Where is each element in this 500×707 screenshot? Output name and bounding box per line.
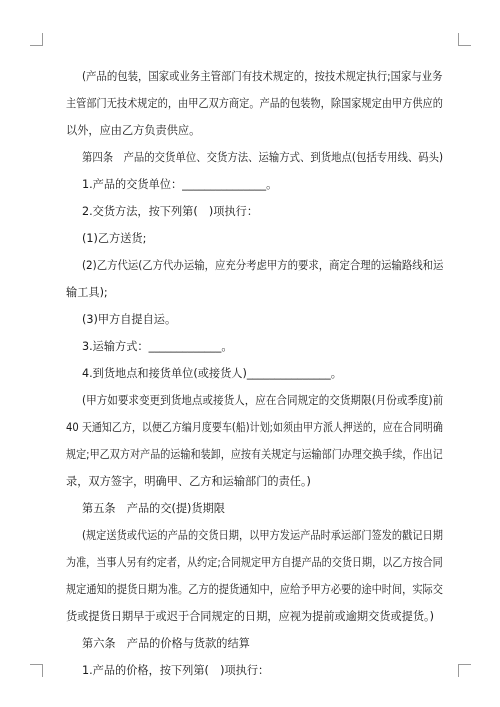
text-line: 1.产品的价格，按下列第( )项执行： <box>82 664 270 677</box>
crop-mark-top-right <box>458 33 471 46</box>
text-line: 2.交货方法，按下列第( )项执行： <box>82 205 259 218</box>
text-line: (规定送货或代运的产品的交货日期，以甲方发运产品时承运部门签发的戳记日期 <box>82 529 443 542</box>
text-line: 货或提货日期早于或迟于合同规定的日期，应视为提前或逾期交货或提货。) <box>66 610 434 623</box>
text-line: (1)乙方送货; <box>82 232 147 245</box>
text-line: (甲方如要求变更到货地点或接货人，应在合同规定的交货期限(月份或季度)前 <box>82 394 444 407</box>
section-heading: 第四条 产品的交货单位、交货方法、运输方式、到货地点(包括专用线、码头) <box>82 151 444 164</box>
text-line: 为准，当事人另有约定者，从约定;合同规定甲方自提产品的交货日期，以乙方按合同 <box>66 556 443 569</box>
text-line: 主管部门无技术规定的，由甲乙双方商定。产品的包装物，除国家规定由甲方供应的 <box>66 97 443 110</box>
text-line: 40 天通知乙方，以便乙方编月度要车(船)计划;如须由甲方派人押送的，应在合同明确 <box>66 421 443 434</box>
text-line: 规定;甲乙双方对产品的运输和装卸，应按有关规定与运输部门办理交换手续，作出记 <box>66 448 443 461</box>
crop-mark-bottom-right <box>458 664 471 677</box>
text-line: 输工具); <box>66 286 108 299</box>
crop-mark-bottom-left <box>30 664 43 677</box>
text-line: 规定通知的提货日期为准。乙方的提货通知中，应给予甲方必要的途中时间，实际交 <box>66 583 443 596</box>
text-line: 录，双方签字，明确甲、乙方和运输部门的责任。) <box>66 475 311 488</box>
section-heading: 第五条 产品的交(提)货期限 <box>82 502 225 515</box>
text-line: 3.运输方式：_____________。 <box>82 340 233 353</box>
text-line: 1.产品的交货单位：_______________。 <box>82 178 278 191</box>
text-line: (2)乙方代运(乙方代办运输，应充分考虑甲方的要求，商定合理的运输路线和运 <box>82 259 444 272</box>
text-line: (3)甲方自提自运。 <box>82 313 177 326</box>
crop-mark-top-left <box>30 33 43 46</box>
text-line: (产品的包装，国家或业务主管部门有技术规定的，按技术规定执行;国家与业务 <box>82 70 443 83</box>
text-line: 以外，应由乙方负责供应。 <box>66 124 201 137</box>
text-line: 4.到货地点和接货单位(或接货人)_______________。 <box>82 367 342 380</box>
section-heading: 第六条 产品的价格与货款的结算 <box>82 637 250 650</box>
